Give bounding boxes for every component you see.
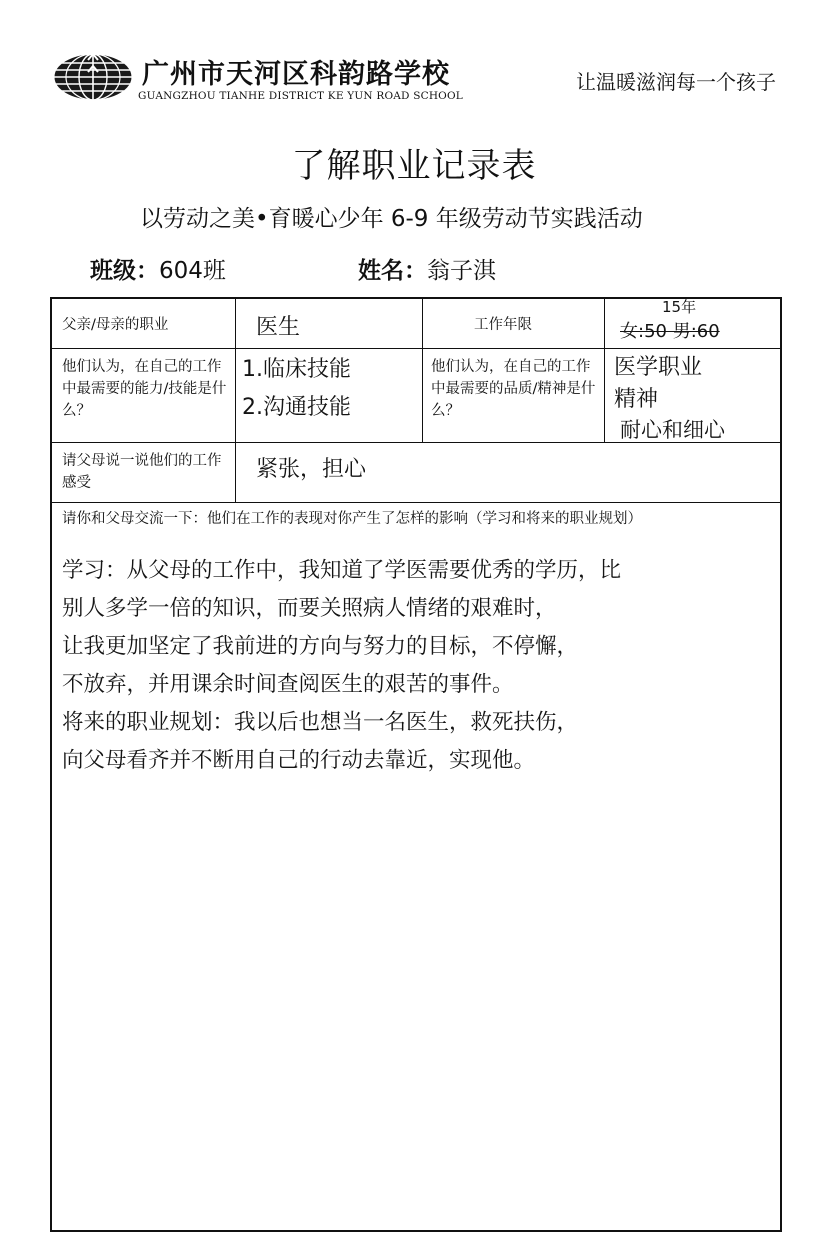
class-field (90, 252, 226, 285)
qualities-answer-3: 耐心和细心 (620, 418, 725, 442)
form-subtitle: 以劳动之美•育暖心少年 6-9 年级劳动节实践活动 (140, 206, 643, 232)
class-label: 班级： (90, 258, 159, 284)
skills-question: 他们认为，在自己的工作中最需要的能力/技能是什么？ (62, 359, 227, 419)
essay-line: 向父母看齐并不断用自己的行动去靠近，实现他。 (62, 748, 536, 773)
occupation-label: 父亲/母亲的职业 (62, 317, 169, 333)
years-label: 工作年限 (474, 317, 532, 333)
table-rule (235, 297, 236, 502)
globe-logo-icon (52, 52, 134, 102)
qualities-answer-2: 精神 (614, 387, 659, 412)
table-rule (422, 297, 423, 442)
essay-line: 让我更加坚定了我前进的方向与努力的目标，不停懈， (62, 634, 579, 659)
class-value: 604班 (159, 258, 226, 284)
school-name-cn: 广州市天河区科韵路学校 (142, 59, 450, 90)
essay-line: 学习：从父母的工作中，我知道了学医需要优秀的学历，比 (62, 558, 622, 583)
skills-answer-1: 1.临床技能 (242, 357, 351, 382)
essay-line: 不放弃，并用课余时间查阅医生的艰苦的事件。 (62, 672, 514, 697)
reflection-prompt: 请你和父母交流一下：他们在工作的表现对你产生了怎样的影响（学习和将来的职业规划） (62, 511, 642, 527)
occupation-value: 医生 (256, 315, 301, 340)
feeling-question: 请父母说一说他们的工作感受 (62, 453, 222, 491)
skills-answer-2: 2.沟通技能 (242, 395, 351, 420)
school-name-en: GUANGZHOU TIANHE DISTRICT KE YUN ROAD SCHOOL (138, 90, 463, 102)
essay-line: 将来的职业规划：我以后也想当一名医生，救死扶伤， (62, 710, 579, 735)
years-value: 15年 (662, 298, 697, 316)
form-title: 了解职业记录表 (291, 146, 537, 186)
table-rule (50, 502, 782, 503)
table-rule (604, 297, 605, 442)
qualities-answer-1: 医学职业 (614, 355, 703, 380)
reflection-essay (62, 552, 778, 780)
feeling-answer: 紧张，担心 (256, 457, 367, 482)
years-struck-value: 女:50 男:60 (620, 321, 720, 342)
school-motto: 让温暖滋润每一个孩子 (576, 70, 776, 94)
name-value: 翁子淇 (427, 258, 496, 284)
essay-line: 别人多学一倍的知识，而要关照病人情绪的艰难时， (62, 596, 557, 621)
table-rule (50, 348, 782, 349)
qualities-question: 他们认为，在自己的工作中最需要的品质/精神是什么？ (431, 359, 596, 419)
school-logo (52, 50, 463, 106)
name-label: 姓名： (358, 258, 427, 284)
name-field (358, 252, 496, 285)
